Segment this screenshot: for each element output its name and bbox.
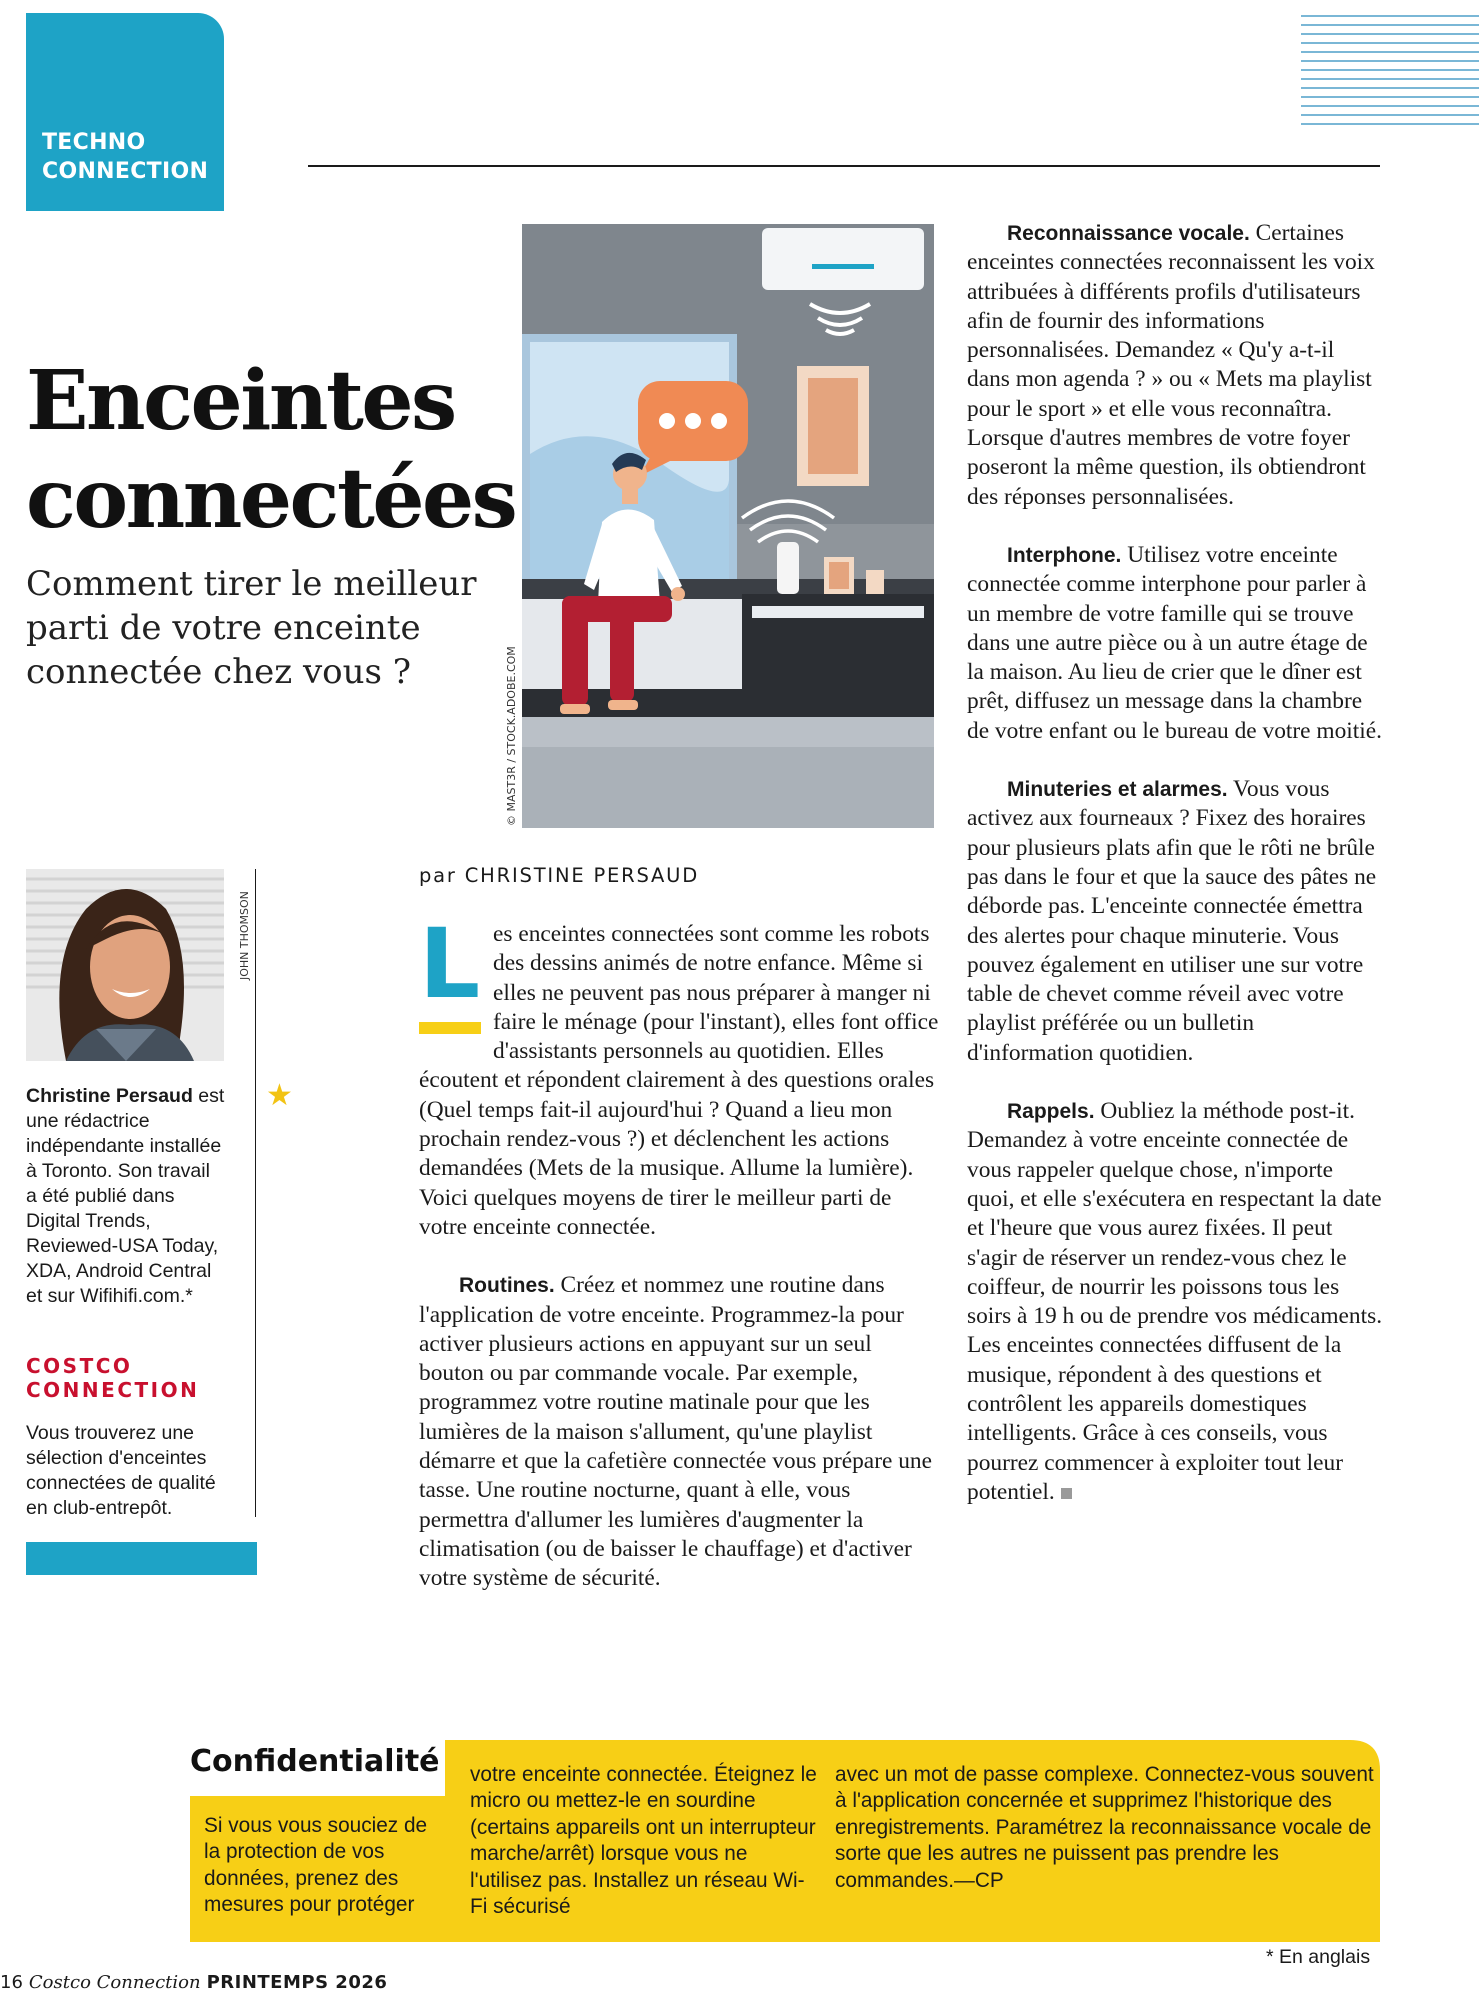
image-credit: © MAST3R / STOCK.ADOBE.COM <box>505 646 518 826</box>
section-timers: Minuteries et alarmes. Vous vous activez aux fourneaux ? Fixez des horaires pour plusieurs plats afin que le rôti ne brûle pas dans le four et que la sauce des pâtes ne déborde pas. L'enceinte connectée émettra des alertes pour chaque minuterie. Vous pouvez également en utiliser une sur votre table de chevet comme réveil avec votre playlist préférée ou un bulletin d'information quotidien. <box>967 776 1377 1066</box>
photo-credit: JOHN THOMSON <box>238 891 251 980</box>
star-icon: ★ <box>266 1078 293 1113</box>
issue-season: PRINTEMPS 2026 <box>206 1972 388 1993</box>
costco-connection-heading: COSTCO CONNECTION <box>26 1354 200 1402</box>
author-bio: Christine Persaud est une rédactrice indépendante installée à Toronto. Son travail a été publié dans Digital Trends, Reviewed-USA Today, XDA, Android Central et sur Wifihifi.com.* <box>26 1085 225 1307</box>
publication-name: Costco Connection <box>28 1972 201 1993</box>
section-intercom: Interphone. Utilisez votre enceinte connectée comme interphone pour parler à un membre de votre famille qui se trouve dans une autre pièce ou à un autre étage de la maison. Au lieu de crier que le dîner est prêt, diffusez un message dans la chambre de votre enfant ou le bureau de votre moitié. <box>967 541 1383 744</box>
smart-home-illustration <box>522 224 934 828</box>
privacy-text-3: avec un mot de passe complexe. Connectez-vous souvent à l'application concernée et supprimez l'historique des enregistrements. Paramétrez la reconnaissance vocale de sorte que les autres ne puissent pas prendre les commandes.—CP <box>835 1763 1374 1892</box>
sidebar-rule <box>255 869 256 1517</box>
article-title: Enceintes connectées <box>26 353 516 547</box>
privacy-title: Confidentialité <box>190 1744 440 1779</box>
section-reminders: Rappels. Oubliez la méthode post-it. Demandez à votre enceinte connectée de vous rappeler quelque chose, n'importe quoi, et elle s'exécutera en respectant la date et l'heure que vous aurez fixées. Il peut s'agir de réserver un rendez-vous chez le coiffeur, de nourrir les poissons tous les soirs à 19 h ou de prendre vos médicaments. Les enceintes connectées diffusent de la musique, répondent à des questions et contrôlent les appareils domestiques intelligents. Grâce à ces conseils, vous pourrez commencer à exploiter tout leur potentiel. <box>967 1098 1383 1505</box>
section-voice: Reconnaissance vocale. Certaines enceintes connectées reconnaissent les voix attribuées à différents profils d'utilisateurs afin de fournir des informations personnalisées. Demandez « Qu'y a-t-il dans mon agenda ? » ou « Mets ma playlist pour le sport » et elle vous reconnaîtra. Lorsque d'autres membres de votre foyer poseront la même question, ils obtiendront des réponses personnalisées. <box>967 220 1375 510</box>
end-mark <box>1061 1488 1072 1499</box>
costco-connection-text: Vous trouverez une sélection d'enceintes connectées de qualité en club-entrepôt. <box>26 1422 216 1519</box>
footnote: * En anglais <box>1266 1946 1371 1968</box>
article-subtitle: Comment tirer le meilleur parti de votre enceinte connectée chez vous ? <box>26 564 477 692</box>
body-column-2 <box>967 219 1383 1536</box>
privacy-text-1: Si vous vous souciez de la protection de vos données, prenez des mesures pour protéger <box>204 1814 428 1917</box>
body-column-1 <box>419 908 939 1623</box>
header-rule <box>308 165 1380 167</box>
sidebar-accent-bar <box>26 1542 257 1575</box>
page-number: 16 <box>0 1972 23 1993</box>
intro-paragraph: L es enceintes connectées sont comme les robots des dessins animés de notre enfance. Même si elles ne peuvent pas nous préparer à manger ni faire le ménage (pour l'instant), elles font office d'assistants personnels au quotidien. Elles écoutent et répondent clairement à des questions orales (Quel temps fait-il aujourd'hui ? Quand a lieu mon prochain rendez-vous ?) et déclenchent les actions demandées (Mets de la musique. Allume la lumière). Voici quelques moyens de tirer le meilleur parti de votre enceinte connectée. <box>419 908 939 1240</box>
byline: par CHRISTINE PERSAUD <box>419 864 700 887</box>
drop-cap: L <box>419 920 485 1060</box>
section-routines: Routines. Créez et nommez une routine dans l'application de votre enceinte. Programmez-la pour activer plusieurs actions en appuyant sur un seul bouton ou par commande vocale. Par exemple, programmez votre routine matinale pour que les lumières de la maison s'allument, qu'une playlist démarre et que la cafetière connectée vous prépare une tasse. Une routine nocturne, quant à elle, vous permettra d'allumer les lumières d'augmenter la climatisation (ou de baisser le chauffage) et d'activer votre système de sécurité. <box>419 1272 932 1592</box>
decorative-stripes <box>1301 14 1479 130</box>
section-label: TECHNO CONNECTION <box>42 130 209 184</box>
page-footer <box>0 1972 387 1993</box>
privacy-text-2: votre enceinte connectée. Éteignez le micro ou mettez-le en sourdine (certains appareils ont un interrupteur marche/arrêt) lorsque vous ne l'utilisez pas. Installez un réseau Wi-Fi sécurisé <box>470 1763 817 1919</box>
author-photo <box>26 869 224 1061</box>
